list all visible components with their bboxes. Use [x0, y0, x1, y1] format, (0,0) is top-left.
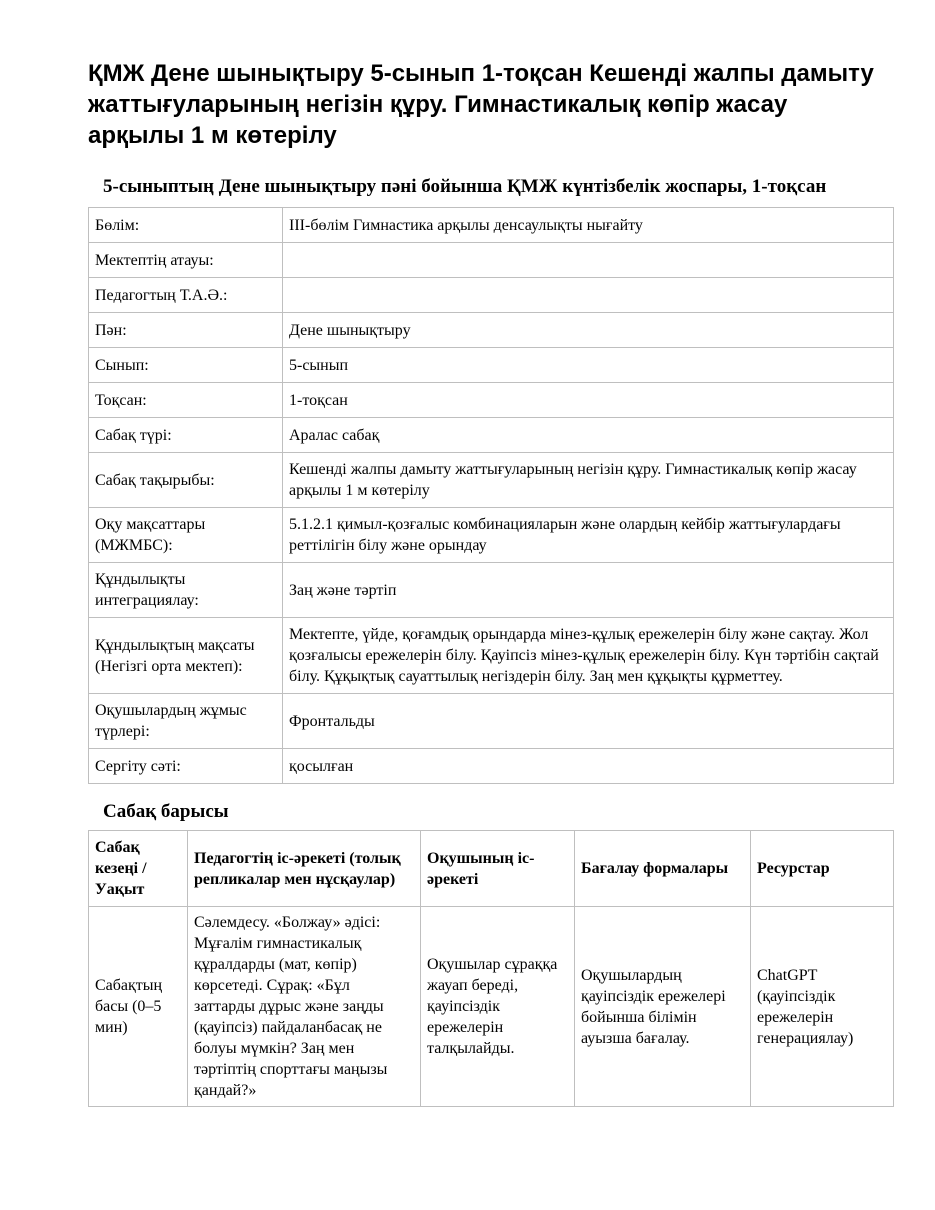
info-table	[88, 207, 894, 784]
info-value	[283, 278, 894, 313]
info-label: Сабақ түрі:	[89, 418, 283, 453]
info-label: Оқушылардың жұмыс түрлері:	[89, 694, 283, 749]
document-title: ҚМЖ Дене шынықтыру 5-сынып 1-тоқсан Кешенді жалпы дамыту жаттығуларының негізін құру. Гимнастикалық көпір жасау арқылы 1 м көтерілу	[88, 60, 874, 149]
info-row	[89, 749, 894, 784]
lesson-header-cell: Бағалау формалары	[575, 831, 751, 907]
plan-subtitle: 5-сыныптың Дене шынықтыру пәні бойынша ҚМЖ күнтізбелік жоспары, 1-тоқсан	[103, 176, 827, 197]
lesson-progress-title: Сабақ барысы	[103, 801, 229, 822]
info-row	[89, 208, 894, 243]
info-label: Педагогтың Т.А.Ә.:	[89, 278, 283, 313]
lesson-cell: Оқушылар сұраққа жауап береді, қауіпсіздік ережелерін талқылайды.	[421, 907, 575, 1107]
info-label: Мектептің атауы:	[89, 243, 283, 278]
info-label: Құндылықтың мақсаты (Негізгі орта мектеп):	[89, 618, 283, 694]
lesson-header-cell: Сабақ кезеңі / Уақыт	[89, 831, 188, 907]
lesson-header-cell: Оқушының іс-әрекеті	[421, 831, 575, 907]
info-label: Оқу мақсаттары (МЖМБС):	[89, 508, 283, 563]
info-value: Аралас сабақ	[283, 418, 894, 453]
lesson-header-cell: Ресурстар	[751, 831, 894, 907]
info-label: Бөлім:	[89, 208, 283, 243]
lesson-header-row	[89, 831, 894, 907]
info-row	[89, 563, 894, 618]
info-row	[89, 383, 894, 418]
info-value: 5-сынып	[283, 348, 894, 383]
info-row	[89, 453, 894, 508]
info-label: Сергіту сәті:	[89, 749, 283, 784]
info-value: Дене шынықтыру	[283, 313, 894, 348]
info-row	[89, 243, 894, 278]
lesson-table	[88, 830, 894, 1107]
info-row	[89, 278, 894, 313]
info-row	[89, 508, 894, 563]
info-value	[283, 243, 894, 278]
lesson-cell: Оқушылардың қауіпсіздік ережелері бойынша білімін ауызша бағалау.	[575, 907, 751, 1107]
info-row	[89, 418, 894, 453]
info-value: Фронтальды	[283, 694, 894, 749]
info-value: қосылған	[283, 749, 894, 784]
info-value: 1-тоқсан	[283, 383, 894, 418]
info-label: Тоқсан:	[89, 383, 283, 418]
document-page	[88, 58, 893, 1107]
info-value: Кешенді жалпы дамыту жаттығуларының негізін құру. Гимнастикалық көпір жасау арқылы 1 м көтерілу	[283, 453, 894, 508]
lesson-cell: Сабақтың басы (0–5 мин)	[89, 907, 188, 1107]
info-label: Сабақ тақырыбы:	[89, 453, 283, 508]
info-value: 5.1.2.1 қимыл-қозғалыс комбинацияларын және олардың кейбір жаттығулардағы реттілігін білу және орындау	[283, 508, 894, 563]
info-value: Мектепте, үйде, қоғамдық орындарда мінез-құлық ережелерін білу және сақтау. Жол қозғалысы ережелерін білу. Қауіпсіз мінез-құлық ережелерін білу. Күн тәртібін сақтай білу. Құқықтық сауаттылық негіздерін білу. Заң мен құқықты құрметтеу.	[283, 618, 894, 694]
info-label: Сынып:	[89, 348, 283, 383]
info-value: ІІІ-бөлім Гимнастика арқылы денсаулықты нығайту	[283, 208, 894, 243]
lesson-table-body	[89, 907, 894, 1107]
lesson-cell: Сәлемдесу. «Болжау» әдісі: Мұғалім гимнастикалық құралдарды (мат, көпір) көрсетеді. Сұрақ: «Бұл заттарды дұрыс және заңды (қауіпсіз) пайдаланбасақ не болуы мүмкін? Заң мен тәртіптің спорттағы маңызы қандай?»	[188, 907, 421, 1107]
info-row	[89, 694, 894, 749]
info-label: Пән:	[89, 313, 283, 348]
info-row	[89, 348, 894, 383]
info-table-body	[89, 208, 894, 784]
info-label: Құндылықты интеграциялау:	[89, 563, 283, 618]
lesson-row	[89, 907, 894, 1107]
info-row	[89, 618, 894, 694]
info-row	[89, 313, 894, 348]
lesson-cell: ChatGPT (қауіпсіздік ережелерін генерациялау)	[751, 907, 894, 1107]
info-value: Заң және тәртіп	[283, 563, 894, 618]
lesson-header-cell: Педагогтің іс-әрекеті (толық репликалар мен нұсқаулар)	[188, 831, 421, 907]
